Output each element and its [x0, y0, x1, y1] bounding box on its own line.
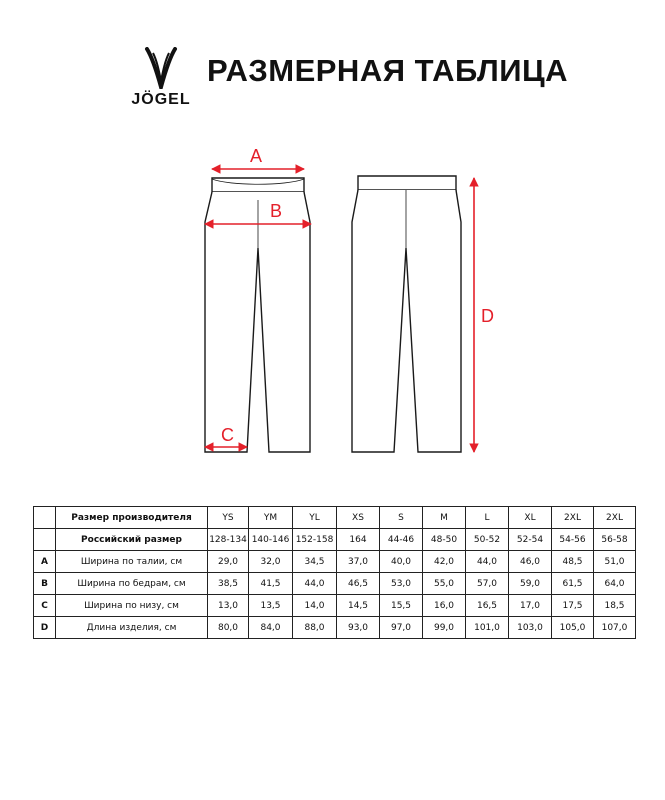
size-cell: YS: [208, 507, 249, 529]
value-cell: 107,0: [594, 617, 636, 639]
measure-d-label: D: [481, 306, 494, 326]
value-cell: 37,0: [337, 551, 380, 573]
size-cell: 2XL: [594, 507, 636, 529]
table-ru-row: [34, 529, 636, 551]
value-cell: 38,5: [208, 573, 249, 595]
row-code: A: [34, 551, 56, 573]
value-cell: 16,0: [423, 595, 466, 617]
value-cell: 18,5: [594, 595, 636, 617]
value-cell: 53,0: [380, 573, 423, 595]
ru-size-cell: 164: [337, 529, 380, 551]
value-cell: 14,5: [337, 595, 380, 617]
table-row: [34, 595, 636, 617]
value-cell: 64,0: [594, 573, 636, 595]
empty-cell: [34, 529, 56, 551]
value-cell: 57,0: [466, 573, 509, 595]
value-cell: 61,5: [552, 573, 594, 595]
value-cell: 55,0: [423, 573, 466, 595]
value-cell: 13,5: [249, 595, 293, 617]
value-cell: 42,0: [423, 551, 466, 573]
empty-cell: [34, 507, 56, 529]
measure-c-label: C: [221, 425, 234, 445]
size-table: [33, 506, 636, 639]
row-label: Ширина по бедрам, см: [56, 573, 208, 595]
row-code: C: [34, 595, 56, 617]
value-cell: 88,0: [293, 617, 337, 639]
value-cell: 105,0: [552, 617, 594, 639]
value-cell: 44,0: [293, 573, 337, 595]
row-label: Ширина по талии, см: [56, 551, 208, 573]
table-row: [34, 617, 636, 639]
size-cell: L: [466, 507, 509, 529]
ru-size-cell: 140-146: [249, 529, 293, 551]
row-label: Ширина по низу, см: [56, 595, 208, 617]
header-label: Размер производителя: [56, 507, 208, 529]
ru-label: Российский размер: [56, 529, 208, 551]
value-cell: 97,0: [380, 617, 423, 639]
value-cell: 80,0: [208, 617, 249, 639]
value-cell: 32,0: [249, 551, 293, 573]
value-cell: 48,5: [552, 551, 594, 573]
row-code: B: [34, 573, 56, 595]
value-cell: 15,5: [380, 595, 423, 617]
size-cell: XS: [337, 507, 380, 529]
size-cell: 2XL: [552, 507, 594, 529]
ru-size-cell: 44-46: [380, 529, 423, 551]
pants-front-view: [205, 178, 310, 452]
table-header-row: [34, 507, 636, 529]
value-cell: 17,5: [552, 595, 594, 617]
ru-size-cell: 152-158: [293, 529, 337, 551]
value-cell: 17,0: [509, 595, 552, 617]
value-cell: 44,0: [466, 551, 509, 573]
value-cell: 46,5: [337, 573, 380, 595]
size-cell: YL: [293, 507, 337, 529]
value-cell: 59,0: [509, 573, 552, 595]
value-cell: 16,5: [466, 595, 509, 617]
ru-size-cell: 48-50: [423, 529, 466, 551]
value-cell: 29,0: [208, 551, 249, 573]
value-cell: 41,5: [249, 573, 293, 595]
ru-size-cell: 52-54: [509, 529, 552, 551]
value-cell: 84,0: [249, 617, 293, 639]
row-label: Длина изделия, см: [56, 617, 208, 639]
pants-back-view: [352, 176, 461, 452]
value-cell: 93,0: [337, 617, 380, 639]
value-cell: 46,0: [509, 551, 552, 573]
value-cell: 103,0: [509, 617, 552, 639]
table-row: [34, 573, 636, 595]
ru-size-cell: 56-58: [594, 529, 636, 551]
table-row: [34, 551, 636, 573]
ru-size-cell: 128-134: [208, 529, 249, 551]
measure-b-label: B: [270, 201, 283, 221]
value-cell: 13,0: [208, 595, 249, 617]
page-title: РАЗМЕРНАЯ ТАБЛИЦА: [207, 53, 569, 88]
size-cell: XL: [509, 507, 552, 529]
size-cell: M: [423, 507, 466, 529]
ru-size-cell: 54-56: [552, 529, 594, 551]
size-cell: S: [380, 507, 423, 529]
ru-size-cell: 50-52: [466, 529, 509, 551]
value-cell: 40,0: [380, 551, 423, 573]
measure-a-label: A: [250, 146, 263, 166]
value-cell: 101,0: [466, 617, 509, 639]
value-cell: 99,0: [423, 617, 466, 639]
value-cell: 14,0: [293, 595, 337, 617]
row-code: D: [34, 617, 56, 639]
value-cell: 51,0: [594, 551, 636, 573]
logo-text: JÖGEL: [131, 91, 191, 108]
value-cell: 34,5: [293, 551, 337, 573]
size-cell: YM: [249, 507, 293, 529]
